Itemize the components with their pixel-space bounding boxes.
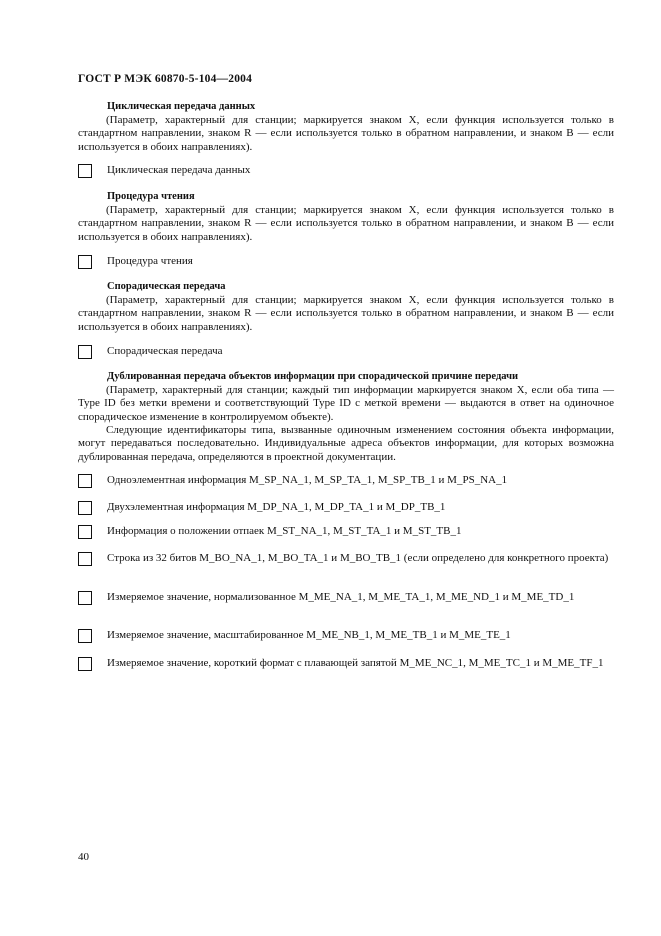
checkbox-bitstring[interactable] (78, 552, 92, 566)
checkbox-step-position[interactable] (78, 525, 92, 539)
checkbox-read[interactable] (78, 255, 92, 269)
checkbox-double-point[interactable] (78, 501, 92, 515)
checkbox-label-normalized: Измеряемое значение, нормализованное M_ME_NA_1, M_ME_TA_1, M_ME_ND_1 и M_ME_TD_1 (107, 591, 575, 603)
checkbox-sporadic[interactable] (78, 345, 92, 359)
checkbox-label-scaled: Измеряемое значение, масштабированное M_ME_NB_1, M_ME_TB_1 и M_ME_TE_1 (107, 629, 511, 641)
section-title-read: Процедура чтения (107, 191, 195, 202)
section-title-sporadic: Спорадическая передача (107, 281, 226, 292)
page-header: ГОСТ Р МЭК 60870-5-104—2004 (78, 73, 253, 85)
checkbox-label-single-point: Одноэлементная информация M_SP_NA_1, M_SP_TA_1, M_SP_TB_1 и M_PS_NA_1 (107, 474, 508, 486)
checkbox-float[interactable] (78, 657, 92, 671)
checkbox-label-step-position: Информация о положении отпаек M_ST_NA_1, M_ST_TA_1 и M_ST_TB_1 (107, 525, 462, 537)
checkbox-label-sporadic: Спорадическая передача (107, 345, 223, 357)
checkbox-label-float: Измеряемое значение, короткий формат с плавающей запятой M_ME_NC_1, M_ME_TC_1 и M_ME_TF_1 (107, 657, 604, 669)
section-sporadic-paragraph: (Параметр, характерный для станции; маркируется знаком X, если функция используется только в стандартном направлении, знаком R — если используется только в обратном направлении, и знаком B — если используется в обоих направлениях). (78, 294, 614, 333)
checkbox-label-read: Процедура чтения (107, 255, 193, 267)
checkbox-cyclic[interactable] (78, 164, 92, 178)
section-duplicated-paragraph-2: Следующие идентификаторы типа, вызванные одиночным изменением состояния объекта информации, могут передаваться последовательно. Индивидуальные адреса объектов информации, для которых возможна дублированная передача, определяются в проектной документации. (78, 424, 614, 463)
page-number: 40 (78, 851, 89, 863)
checkbox-label-cyclic: Циклическая передача данных (107, 164, 251, 176)
section-duplicated-paragraph-1: (Параметр, характерный для станции; каждый тип информации маркируется знаком X, если оба типа — Type ID без метки времени и соответствующий Type ID с меткой времени — выдаются в ответ на одиночное спорадическое изменение в контролируемом объекте). (78, 384, 614, 423)
checkbox-scaled[interactable] (78, 629, 92, 643)
section-cyclic-paragraph: (Параметр, характерный для станции; маркируется знаком X, если функция используется только в стандартном направлении, знаком R — если используется только в обратном направлении, и знаком B — если используется в обоих направлениях). (78, 114, 614, 153)
section-title-cyclic: Циклическая передача данных (107, 101, 256, 112)
checkbox-label-bitstring: Строка из 32 битов M_BO_NA_1, M_BO_TA_1 и M_BO_TB_1 (если определено для конкретного проекта) (107, 552, 609, 564)
section-read-paragraph: (Параметр, характерный для станции; маркируется знаком X, если функция используется только в стандартном направлении, знаком R — если используется только в обратном направлении, и знаком B — если используется в обоих направлениях). (78, 204, 614, 243)
section-title-duplicated: Дублированная передача объектов информации при спорадической причине передачи (107, 371, 519, 382)
checkbox-single-point[interactable] (78, 474, 92, 488)
checkbox-normalized[interactable] (78, 591, 92, 605)
checkbox-label-double-point: Двухэлементная информация M_DP_NA_1, M_DP_TA_1 и M_DP_TB_1 (107, 501, 446, 513)
